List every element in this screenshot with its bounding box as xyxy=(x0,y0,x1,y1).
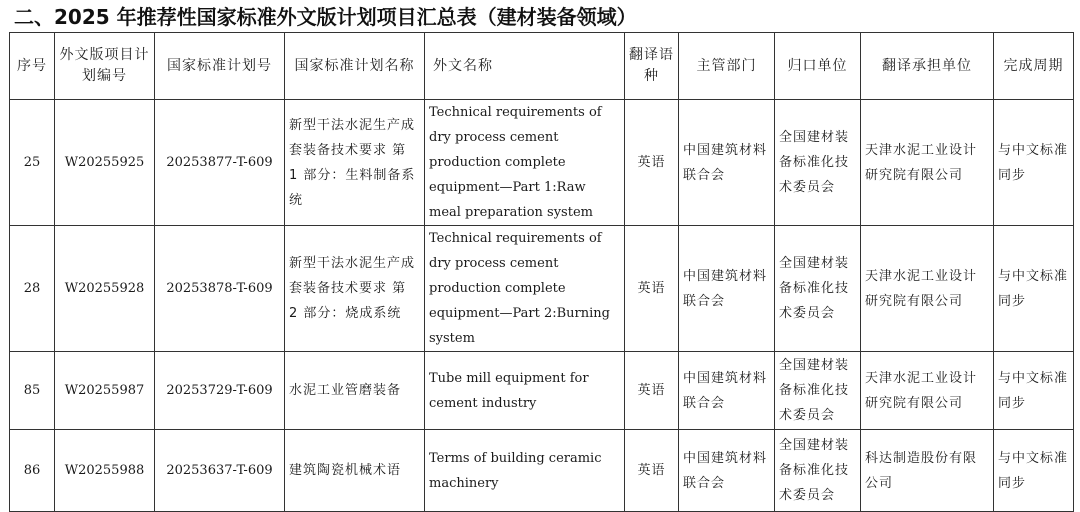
plan-summary-table xyxy=(9,32,1074,512)
table-row xyxy=(10,226,1074,352)
cell-admin-unit: 全国建材装备标准化技术委员会 xyxy=(775,100,861,226)
cell-seq: 85 xyxy=(10,352,55,430)
cell-authority: 中国建筑材料联合会 xyxy=(679,226,775,352)
table-row xyxy=(10,430,1074,512)
header-national-name: 国家标准计划名称 xyxy=(285,33,425,100)
cell-foreign-name: Technical requirements of dry process cement production complete equipment—Part 1:Raw meal preparation system xyxy=(425,100,625,226)
table-row xyxy=(10,352,1074,430)
cell-cycle: 与中文标准同步 xyxy=(994,430,1074,512)
cell-seq: 25 xyxy=(10,100,55,226)
cell-cycle: 与中文标准同步 xyxy=(994,352,1074,430)
cell-national-name: 新型干法水泥生产成套装备技术要求 第 2 部分：烧成系统 xyxy=(285,226,425,352)
cell-foreign-plan-no: W20255928 xyxy=(55,226,155,352)
cell-admin-unit: 全国建材装备标准化技术委员会 xyxy=(775,430,861,512)
header-national-plan-no: 国家标准计划号 xyxy=(155,33,285,100)
cell-translator: 天津水泥工业设计研究院有限公司 xyxy=(861,352,994,430)
table-row xyxy=(10,100,1074,226)
cell-national-plan-no: 20253637-T-609 xyxy=(155,430,285,512)
cell-admin-unit: 全国建材装备标准化技术委员会 xyxy=(775,226,861,352)
cell-foreign-plan-no: W20255988 xyxy=(55,430,155,512)
cell-foreign-plan-no: W20255987 xyxy=(55,352,155,430)
header-admin-unit: 归口单位 xyxy=(775,33,861,100)
cell-language: 英语 xyxy=(625,352,679,430)
cell-foreign-plan-no: W20255925 xyxy=(55,100,155,226)
cell-authority: 中国建筑材料联合会 xyxy=(679,100,775,226)
cell-authority: 中国建筑材料联合会 xyxy=(679,430,775,512)
table-header-row xyxy=(10,33,1074,100)
cell-national-name: 建筑陶瓷机械术语 xyxy=(285,430,425,512)
cell-cycle: 与中文标准同步 xyxy=(994,226,1074,352)
cell-admin-unit: 全国建材装备标准化技术委员会 xyxy=(775,352,861,430)
document-title: 二、2025 年推荐性国家标准外文版计划项目汇总表（建材装备领域） xyxy=(14,5,637,29)
cell-authority: 中国建筑材料联合会 xyxy=(679,352,775,430)
cell-language: 英语 xyxy=(625,100,679,226)
cell-foreign-name: Tube mill equipment for cement industry xyxy=(425,352,625,430)
header-foreign-name: 外文名称 xyxy=(425,33,625,100)
cell-national-plan-no: 20253878-T-609 xyxy=(155,226,285,352)
cell-national-name: 新型干法水泥生产成套装备技术要求 第 1 部分：生料制备系统 xyxy=(285,100,425,226)
cell-translator: 天津水泥工业设计研究院有限公司 xyxy=(861,100,994,226)
header-cycle: 完成周期 xyxy=(994,33,1074,100)
header-authority: 主管部门 xyxy=(679,33,775,100)
cell-language: 英语 xyxy=(625,430,679,512)
cell-cycle: 与中文标准同步 xyxy=(994,100,1074,226)
cell-national-plan-no: 20253729-T-609 xyxy=(155,352,285,430)
header-translator: 翻译承担单位 xyxy=(861,33,994,100)
cell-foreign-name: Terms of building ceramic machinery xyxy=(425,430,625,512)
header-seq: 序号 xyxy=(10,33,55,100)
cell-seq: 86 xyxy=(10,430,55,512)
cell-foreign-name: Technical requirements of dry process cement production complete equipment—Part 2:Burning system xyxy=(425,226,625,352)
cell-translator: 科达制造股份有限公司 xyxy=(861,430,994,512)
cell-seq: 28 xyxy=(10,226,55,352)
cell-language: 英语 xyxy=(625,226,679,352)
cell-national-name: 水泥工业管磨装备 xyxy=(285,352,425,430)
header-foreign-plan-no: 外文版项目计划编号 xyxy=(55,33,155,100)
cell-translator: 天津水泥工业设计研究院有限公司 xyxy=(861,226,994,352)
cell-national-plan-no: 20253877-T-609 xyxy=(155,100,285,226)
header-language: 翻译语种 xyxy=(625,33,679,100)
